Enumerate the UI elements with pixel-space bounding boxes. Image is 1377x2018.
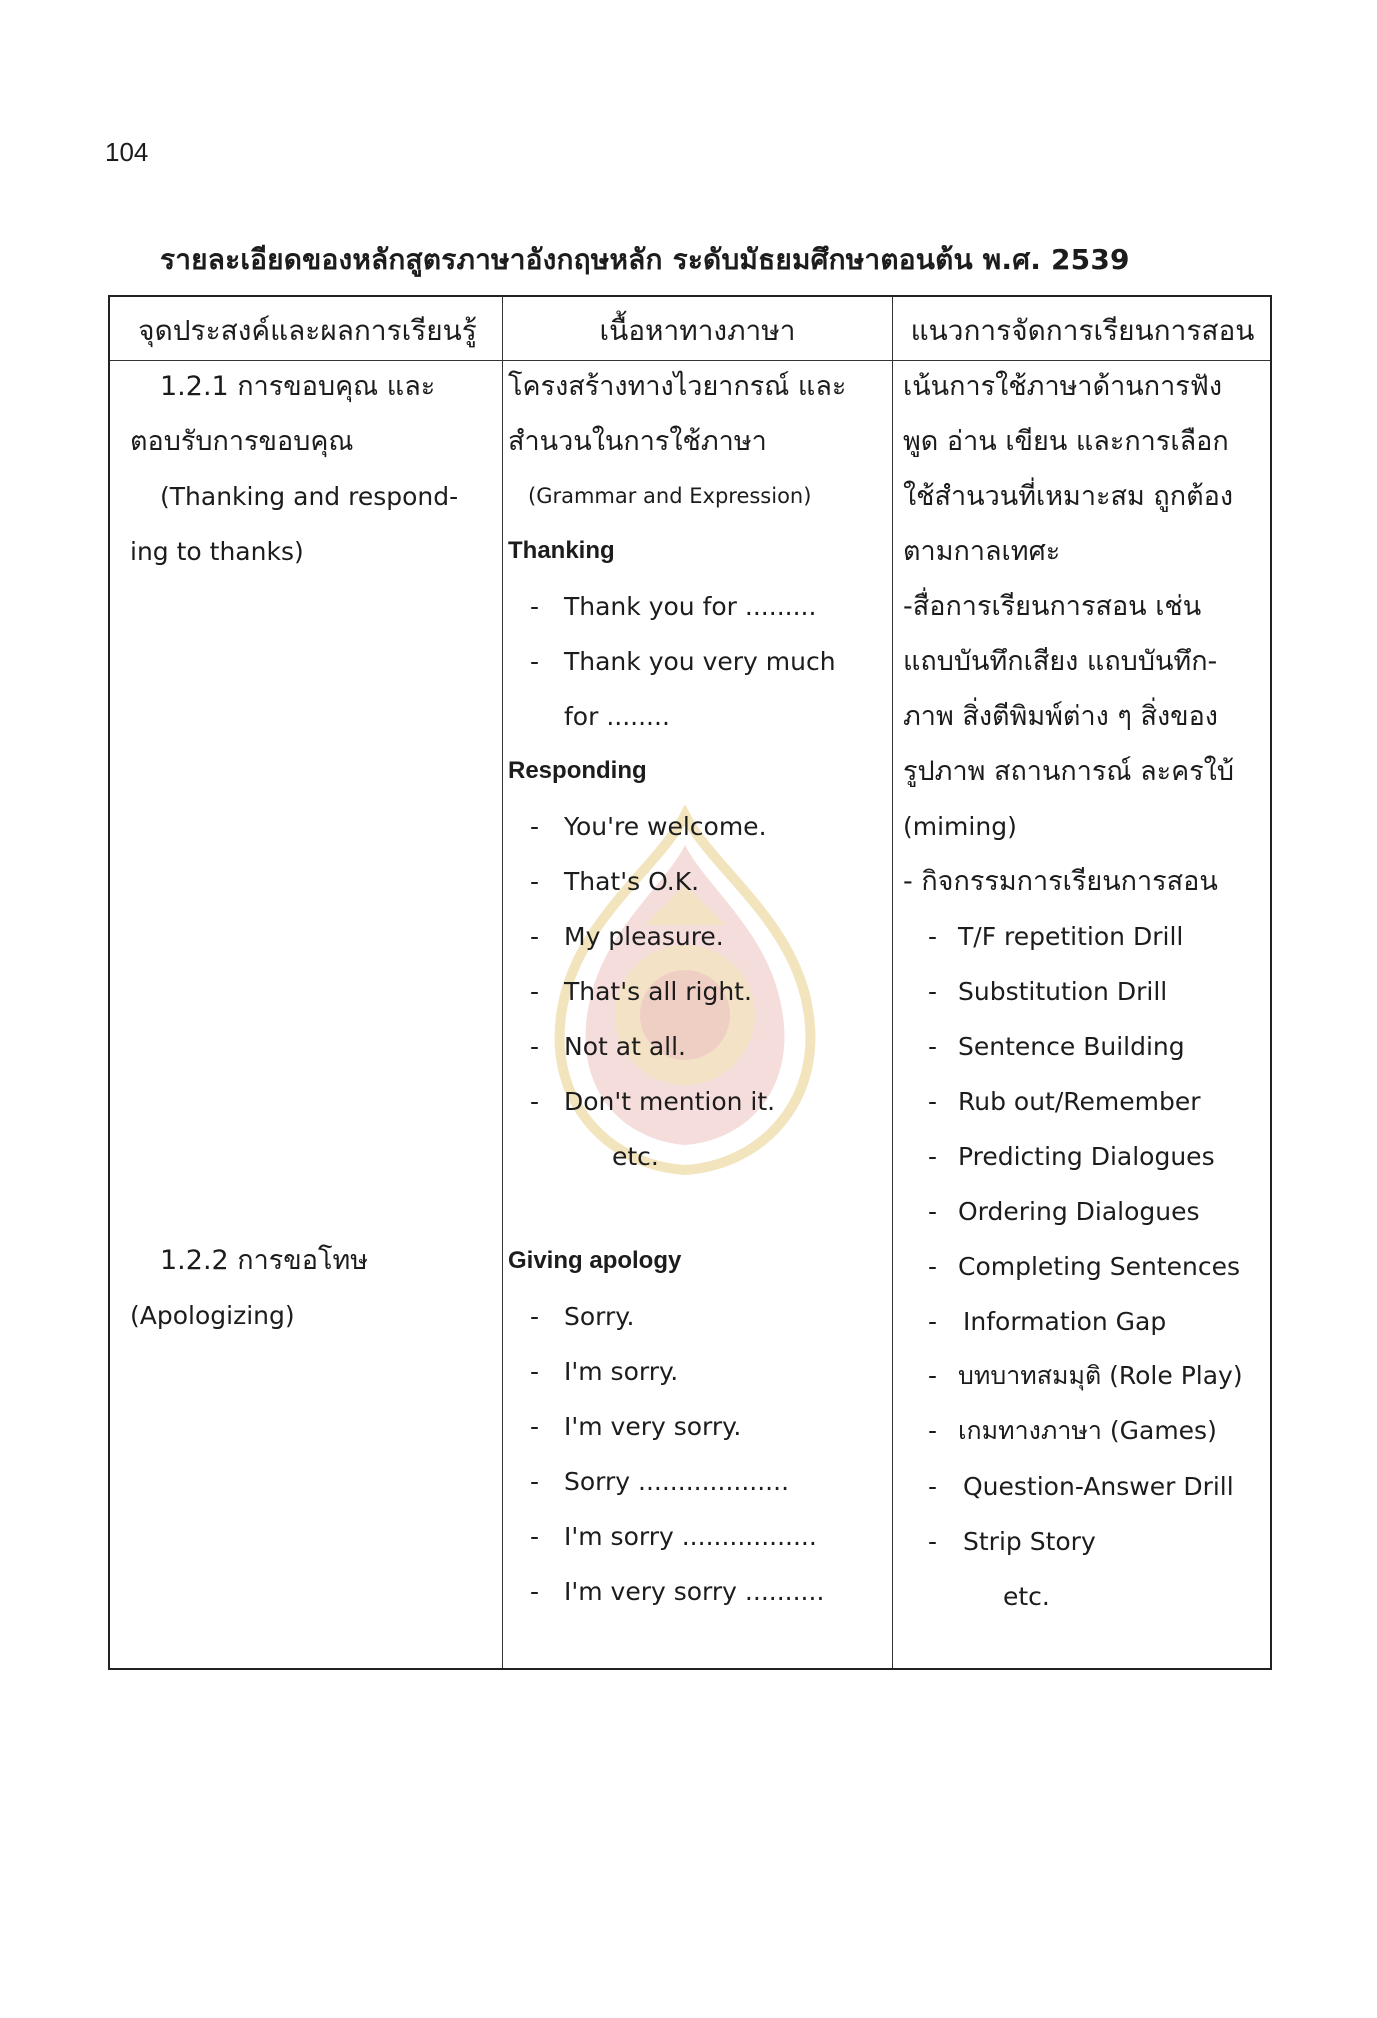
list-dash: - [928,1527,938,1556]
responding-heading: Responding [508,757,647,784]
activity-item: เกมทางภาษา (Games) [958,1416,1217,1445]
objective-1-line-1: 1.2.1 การขอบคุณ และ [160,371,436,402]
list-dash: - [928,1252,938,1281]
teaching-intro-line: ภาพ สิ่งตีพิมพ์ต่าง ๆ สิ่งของ [903,701,1218,732]
list-dash: - [530,1087,540,1116]
header-content: เนื้อหาทางภาษา [599,314,796,347]
list-dash: - [928,1087,938,1116]
activities-etc: etc. [1003,1582,1050,1611]
teaching-intro-line: -สื่อการเรียนการสอน เช่น [903,591,1202,622]
objective-1-line-4: ing to thanks) [130,537,304,566]
content-intro-line-2: สำนวนในการใช้ภาษา [508,426,767,457]
teaching-intro-line: แถบบันทึกเสียง แถบบันทึก- [903,646,1218,677]
objective-1-line-3: (Thanking and respond- [160,482,459,511]
responding-item: That's O.K. [564,867,700,896]
list-dash: - [530,1467,540,1496]
content-intro-line-3: (Grammar and Expression) [528,484,812,508]
activity-item: Ordering Dialogues [958,1197,1200,1226]
activity-item: Completing Sentences [958,1252,1240,1281]
responding-etc: etc. [612,1142,659,1171]
thanking-item: Thank you for ......... [564,592,817,621]
list-dash: - [530,1032,540,1061]
list-dash: - [928,1197,938,1226]
header-divider [110,360,1270,361]
list-dash: - [530,1412,540,1441]
apology-item: I'm sorry ................. [564,1522,817,1551]
teaching-intro-line: พูด อ่าน เขียน และการเลือก [903,426,1229,457]
objective-2-line-1: 1.2.2 การขอโทษ [160,1245,369,1276]
apology-item: Sorry. [564,1302,635,1331]
responding-item: Don't mention it. [564,1087,776,1116]
teaching-intro-line: รูปภาพ สถานการณ์ ละครใบ้ [903,756,1235,787]
responding-item: My pleasure. [564,922,724,951]
objective-2-line-2: (Apologizing) [130,1301,295,1330]
apology-item: I'm very sorry .......... [564,1577,825,1606]
column-divider [502,297,503,1668]
responding-item: You're welcome. [564,812,767,841]
responding-item: That's all right. [564,977,752,1006]
list-dash: - [530,592,540,621]
apology-item: I'm sorry. [564,1357,679,1386]
column-divider [892,297,893,1668]
thanking-heading: Thanking [508,537,615,564]
activity-item: Strip Story [963,1527,1096,1556]
list-dash: - [530,922,540,951]
list-dash: - [530,867,540,896]
activity-item: Substitution Drill [958,977,1168,1006]
list-dash: - [928,1472,938,1501]
activity-item: Rub out/Remember [958,1087,1201,1116]
activity-item: Question-Answer Drill [963,1472,1234,1501]
list-dash: - [928,1307,938,1336]
list-dash: - [928,922,938,951]
activity-item: Predicting Dialogues [958,1142,1215,1171]
objective-1-line-2: ตอบรับการขอบคุณ [130,426,354,457]
thanking-item: Thank you very much [564,647,836,676]
list-dash: - [928,977,938,1006]
list-dash: - [530,1577,540,1606]
list-dash: - [928,1416,938,1445]
header-objectives: จุดประสงค์และผลการเรียนรู้ [138,314,477,347]
thanking-item-continued: for ........ [564,702,670,731]
page-number: 104 [105,137,149,167]
teaching-intro-line: - กิจกรรมการเรียนการสอน [903,866,1218,897]
teaching-intro-line: (miming) [903,812,1017,841]
activity-item: Sentence Building [958,1032,1185,1061]
header-teaching: แนวการจัดการเรียนการสอน [910,314,1255,347]
activity-item: Information Gap [963,1307,1167,1336]
responding-item: Not at all. [564,1032,686,1061]
activity-item: บทบาทสมมุติ (Role Play) [958,1361,1243,1390]
list-dash: - [928,1142,938,1171]
list-dash: - [530,1302,540,1331]
apology-heading: Giving apology [508,1247,682,1274]
apology-item: I'm very sorry. [564,1412,742,1441]
activity-item: T/F repetition Drill [958,922,1184,951]
list-dash: - [928,1032,938,1061]
list-dash: - [530,1522,540,1551]
curriculum-table [108,295,1272,1670]
list-dash: - [530,977,540,1006]
apology-item: Sorry ................... [564,1467,790,1496]
list-dash: - [530,812,540,841]
document-title: รายละเอียดของหลักสูตรภาษาอังกฤษหลัก ระดับมัธยมศึกษาตอนต้น พ.ศ. 2539 [160,243,1130,276]
list-dash: - [928,1361,938,1390]
content-intro-line-1: โครงสร้างทางไวยากรณ์ และ [508,371,847,402]
teaching-intro-line: เน้นการใช้ภาษาด้านการฟัง [903,371,1223,402]
teaching-intro-line: ใช้สำนวนที่เหมาะสม ถูกต้อง [903,481,1233,512]
list-dash: - [530,647,540,676]
teaching-intro-line: ตามกาลเทศะ [903,536,1061,567]
list-dash: - [530,1357,540,1386]
